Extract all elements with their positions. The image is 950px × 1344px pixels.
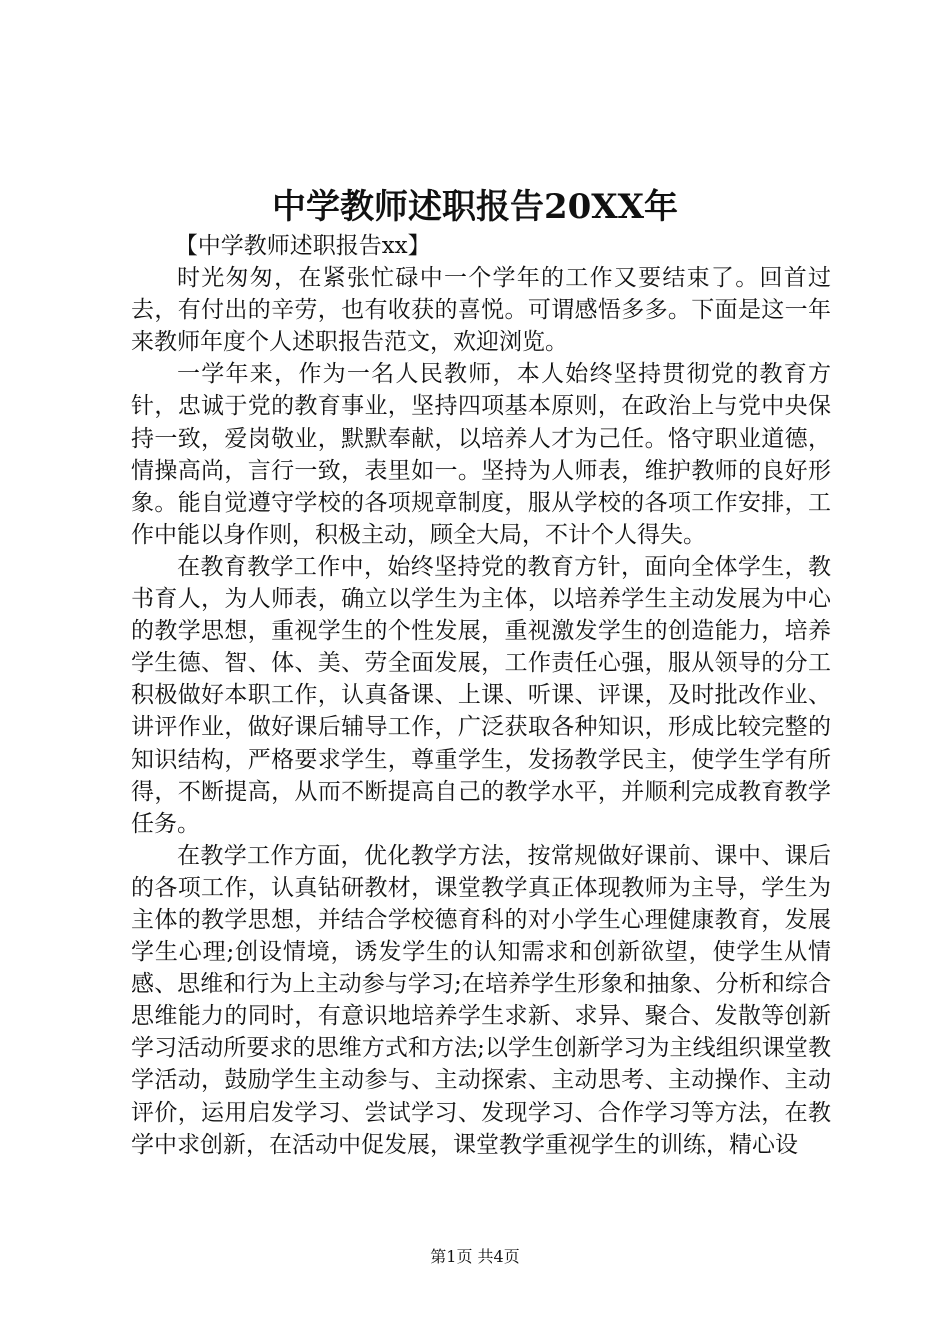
- paragraph-teaching-methods: 在教学工作方面，优化教学方法，按常规做好课前、课中、课后的各项工作，认真钻研教材，课堂教学真正体现教师为主导，学生为主体的教学思想，并结合学校德育科的对小学生心理健康教育，发展学生心理;创设情境，诱发学生的认知需求和创新欲望，使学生从情感、思维和行为上主动参与学习;在培养学生形象和抽象、分析和综合思维能力的同时，有意识地培养学生求新、求异、聚合、发散等创新学习活动所要求的思维方式和方法;以学生创新学习为主线组织课堂教学活动，鼓励学生主动参与、主动探索、主动思考、主动操作、主动评价，运用启发学习、尝试学习、发现学习、合作学习等方法，在教学中求创新，在活动中促发展，课堂教学重视学生的训练，精心设: [131, 842, 831, 1158]
- paragraph-source-tag: 【中学教师述职报告xx】: [174, 233, 431, 259]
- paragraph-intro: 时光匆匆，在紧张忙碌中一个学年的工作又要结束了。回首过去，有付出的辛劳，也有收获的喜悦。可谓感悟多多。下面是这一年来教师年度个人述职报告范文，欢迎浏览。: [131, 265, 831, 356]
- document-title: 中学教师述职报告20XX年: [271, 187, 679, 227]
- paragraph-education-teaching: 在教育教学工作中，始终坚持党的教育方针，面向全体学生，教书育人，为人师表，确立以学生为主体，以培养学生主动发展为中心的教学思想，重视学生的个性发展，重视激发学生的创造能力，培养学生德、智、体、美、劳全面发展，工作责任心强，服从领导的分工积极做好本职工作，认真备课、上课、听课、评课，及时批改作业、讲评作业，做好课后辅导工作，广泛获取各种知识，形成比较完整的知识结构，严格要求学生，尊重学生，发扬教学民主，使学生学有所得，不断提高，从而不断提高自己的教学水平，并顺利完成教育教学任务。: [131, 553, 831, 837]
- document-body: [131, 230, 831, 1161]
- page-footer: 第1页 共4页: [430, 1247, 520, 1266]
- paragraph-political-conduct: 一学年来，作为一名人民教师，本人始终坚持贯彻党的教育方针，忠诚于党的教育事业，坚持四项基本原则，在政治上与党中央保持一致，爱岗敬业，默默奉献，以培养人才为己任。恪守职业道德，情操高尚，言行一致，表里如一。坚持为人师表，维护教师的良好形象。能自觉遵守学校的各项规章制度，服从学校的各项工作安排，工作中能以身作则，积极主动，顾全大局，不计个人得失。: [131, 361, 831, 548]
